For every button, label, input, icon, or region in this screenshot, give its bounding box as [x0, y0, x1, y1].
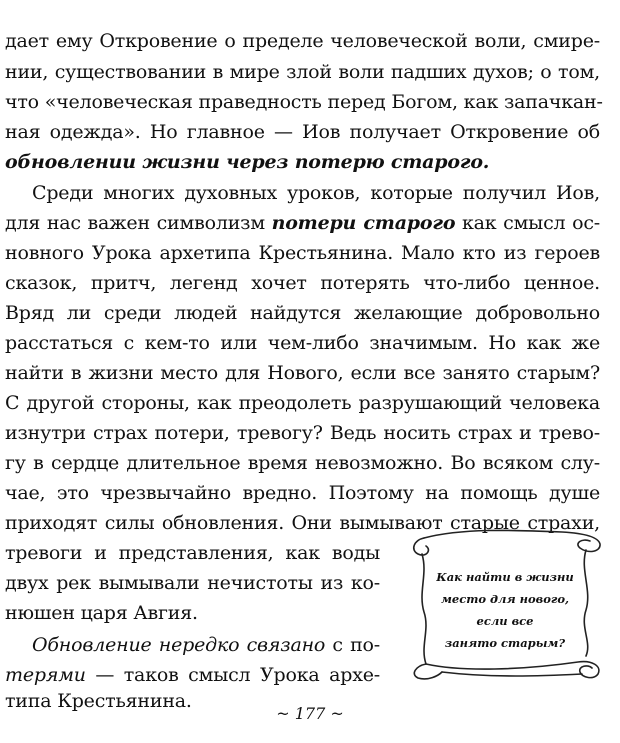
scroll-caption-line: если все [476, 614, 534, 628]
text-line: найти в жизни место для Нового, если все занято старым? [5, 362, 600, 384]
text-line: чае, это чрезвычайно вредно. Поэтому на помощь душе [5, 482, 600, 504]
text-line: нии, существовании в мире злой воли падших духов; о том, [5, 61, 600, 83]
text-line: дает ему Откровение о пределе человеческой воли, смире- [5, 30, 600, 52]
text-line: приходят силы обновления. Они вымывают старые страхи, [5, 512, 600, 534]
emphasis-fragment: потери старого [271, 212, 456, 234]
paragraph-start-line [32, 632, 380, 658]
text-line [5, 210, 600, 236]
text-line: тревоги и представления, как воды [5, 542, 380, 564]
text-line: типа Крестьянина. [5, 690, 192, 712]
text-line [5, 662, 380, 688]
text-fragment: как смысл ос- [455, 212, 600, 234]
scroll-caption-line: занято старым? [444, 636, 566, 650]
text-fragment: для нас важен символизм [5, 212, 272, 234]
scroll-caption-line: место для нового, [440, 592, 570, 606]
scroll-illustration [402, 524, 607, 682]
text-line: что «человеческая праведность перед Богом, как запачкан- [5, 91, 603, 113]
text-line: сказок, притч, легенд хочет потерять что-либо ценное. [5, 272, 600, 294]
page-number: ~ 177 ~ [276, 704, 344, 723]
text-line: гу в сердце длительное время невозможно. Во всяком слу- [5, 452, 600, 474]
text-line: новного Урока архетипа Крестьянина. Мало кто из героев [5, 242, 600, 264]
scroll-caption [430, 566, 580, 654]
italic-fragment: терями [5, 664, 86, 686]
text-fragment: с по- [325, 634, 380, 656]
text-line: ная одежда». Но главное — Иов получает Откровение об [5, 121, 600, 143]
text-line: Вряд ли среди людей найдутся желающие добровольно [5, 302, 600, 324]
text-line: нюшен царя Авгия. [5, 602, 198, 624]
text-line: изнутри страх потери, тревогу? Ведь носить страх и трево- [5, 422, 600, 444]
paragraph-start-line: Среди многих духовных уроков, которые получил Иов, [32, 182, 600, 204]
emphasis-line: обновлении жизни через потерю старого. [5, 151, 490, 173]
text-fragment: — таков смысл Урока архе- [85, 664, 380, 686]
text-line: расстаться с кем-то или чем-либо значимым. Но как же [5, 332, 600, 354]
scroll-caption-line: Как найти в жизни [436, 570, 574, 584]
text-line: двух рек вымывали нечистоты из ко- [5, 572, 380, 594]
italic-fragment: Обновление нередко связано [32, 634, 326, 656]
text-line: С другой стороны, как преодолеть разрушающий человека [5, 392, 600, 414]
